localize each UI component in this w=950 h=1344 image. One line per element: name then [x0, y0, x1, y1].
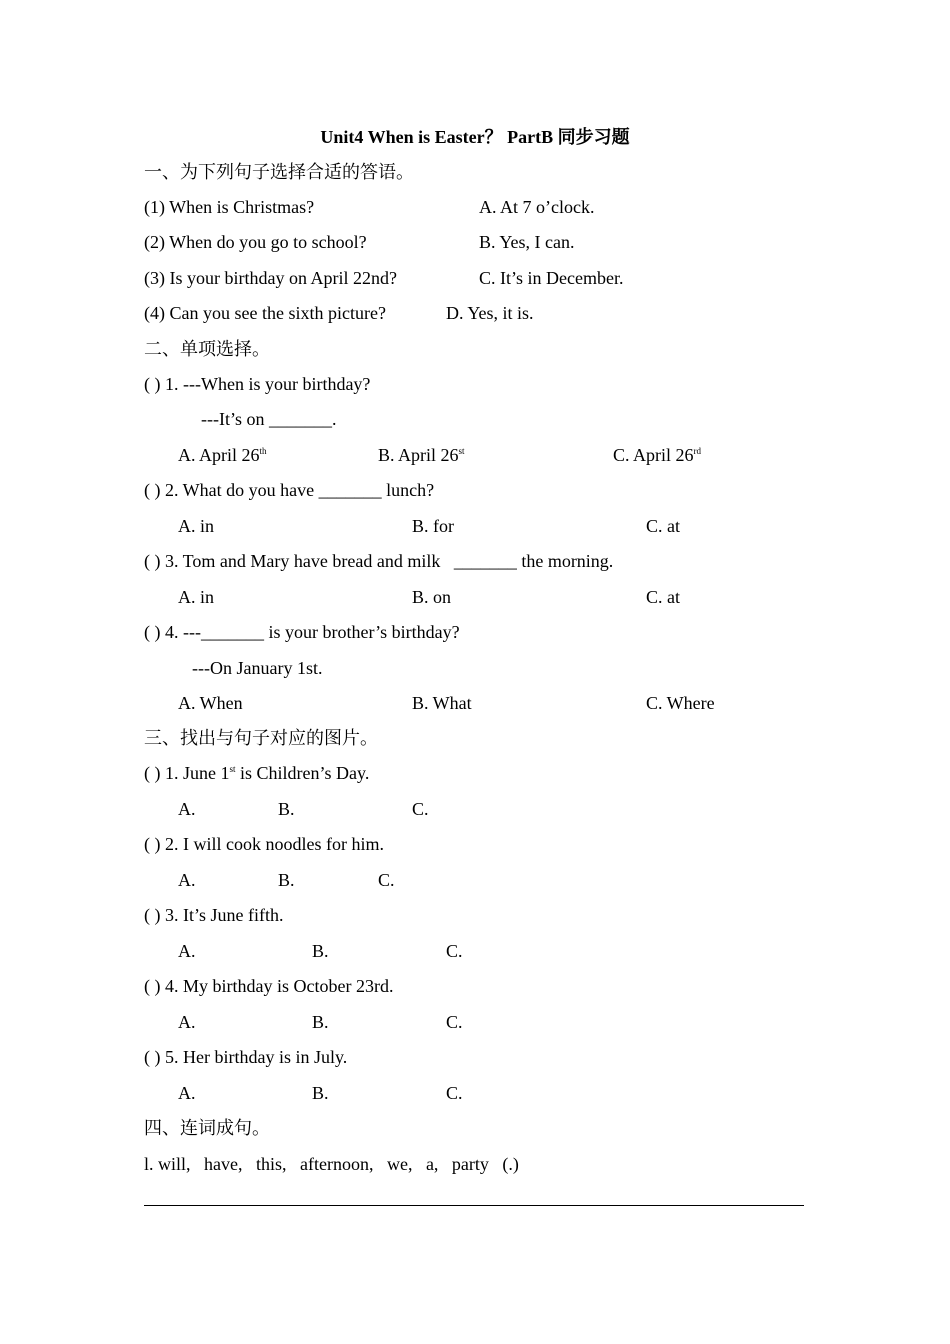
s3-question-1 [144, 762, 369, 784]
s3-q4-option-a: A. [178, 1012, 196, 1032]
s2-q3-option-a: A. in [178, 587, 214, 607]
s1-question-1: (1) When is Christmas? [144, 197, 315, 217]
option-text: B. April 26 [378, 445, 459, 465]
s3-q3-option-b: B. [312, 941, 329, 961]
s1-answer-c: C. It’s in December. [479, 268, 624, 288]
s3-q4-option-b: B. [312, 1012, 329, 1032]
ordinal-suffix: st [229, 764, 236, 774]
ordinal-suffix: th [259, 446, 267, 456]
question-text: ( ) 1. June 1 [144, 763, 230, 783]
s1-question-3: (3) Is your birthday on April 22nd? [144, 268, 397, 288]
s3-q4-option-c: C. [446, 1012, 463, 1032]
s3-question-3: ( ) 3. It’s June fifth. [144, 905, 284, 925]
s3-q5-option-b: B. [312, 1083, 329, 1103]
ordinal-suffix: rd [693, 446, 702, 456]
section-2-heading: 二、单项选择。 [144, 339, 270, 359]
s2-question-1: ( ) 1. ---When is your birthday? [144, 374, 371, 394]
s2-q1-option-b [378, 444, 465, 466]
ordinal-suffix: st [458, 446, 465, 456]
s3-question-5: ( ) 5. Her birthday is in July. [144, 1047, 348, 1067]
section-1-heading: 一、为下列句子选择合适的答语。 [144, 162, 414, 182]
s3-q1-option-c: C. [412, 799, 429, 819]
option-text: A. April 26 [178, 445, 260, 465]
s1-question-4: (4) Can you see the sixth picture? [144, 303, 386, 323]
s2-question-1-response: ---It’s on _______. [201, 409, 337, 429]
section-4-heading: 四、连词成句。 [144, 1118, 270, 1138]
s2-question-2: ( ) 2. What do you have _______ lunch? [144, 480, 435, 500]
s2-q1-option-c [613, 444, 701, 466]
s1-answer-d: D. Yes, it is. [446, 303, 534, 323]
s2-question-4-response: ---On January 1st. [192, 658, 323, 678]
s2-q1-option-a [178, 444, 267, 466]
option-text: C. April 26 [613, 445, 694, 465]
s3-q2-option-c: C. [378, 870, 395, 890]
s3-question-4: ( ) 4. My birthday is October 23rd. [144, 976, 394, 996]
page-title: Unit4 When is Easter？ PartB 同步习题 [320, 127, 630, 147]
s2-q4-option-a: A. When [178, 693, 243, 713]
s4-question-1: l. will, have, this, afternoon, we, a, party (.) [144, 1154, 519, 1174]
s3-question-2: ( ) 2. I will cook noodles for him. [144, 834, 384, 854]
answer-line[interactable] [144, 1205, 804, 1206]
s2-q3-option-c: C. at [646, 587, 680, 607]
s2-q2-option-c: C. at [646, 516, 680, 536]
s3-q3-option-a: A. [178, 941, 196, 961]
s2-q2-option-b: B. for [412, 516, 454, 536]
s3-q2-option-a: A. [178, 870, 196, 890]
s1-answer-a: A. At 7 o’clock. [479, 197, 595, 217]
s3-q5-option-c: C. [446, 1083, 463, 1103]
s2-question-4: ( ) 4. ---_______ is your brother’s birthday? [144, 622, 460, 642]
s3-q3-option-c: C. [446, 941, 463, 961]
s2-q3-option-b: B. on [412, 587, 452, 607]
s3-q1-option-b: B. [278, 799, 295, 819]
s1-question-2: (2) When do you go to school? [144, 232, 367, 252]
s2-q2-option-a: A. in [178, 516, 214, 536]
s3-q5-option-a: A. [178, 1083, 196, 1103]
s1-answer-b: B. Yes, I can. [479, 232, 575, 252]
s2-q4-option-b: B. What [412, 693, 472, 713]
s3-q1-option-a: A. [178, 799, 196, 819]
s3-q2-option-b: B. [278, 870, 295, 890]
section-3-heading: 三、找出与句子对应的图片。 [144, 728, 378, 748]
s2-q4-option-c: C. Where [646, 693, 715, 713]
s2-question-3: ( ) 3. Tom and Mary have bread and milk _______ the morning. [144, 551, 614, 571]
question-text-rest: is Children’s Day. [235, 763, 370, 783]
